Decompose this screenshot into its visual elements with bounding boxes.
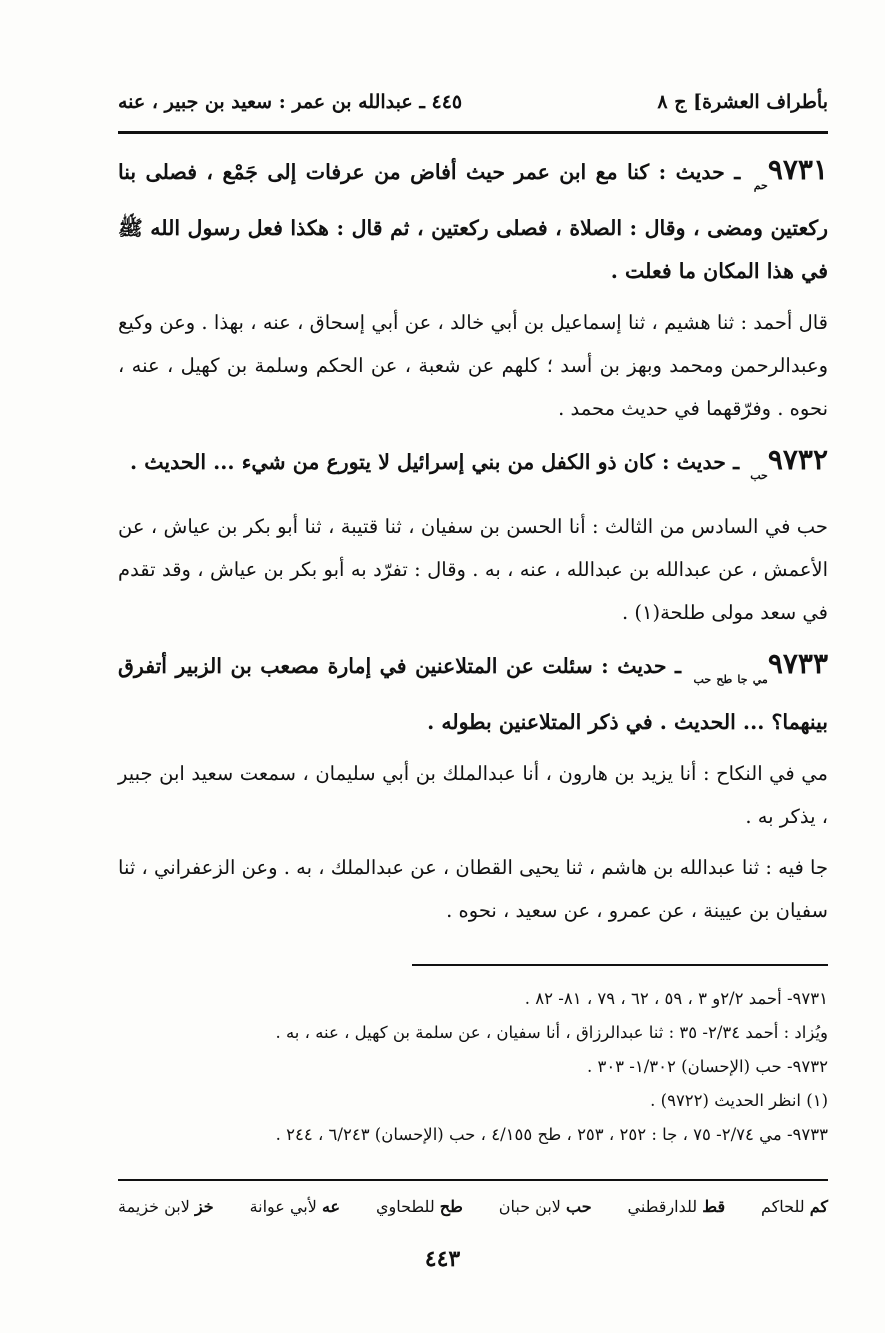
entry-siglum: حب [750,469,768,482]
legend-rule [118,1179,828,1181]
legend-item [250,1190,341,1224]
legend-name: لأبي عوانة [249,1197,317,1216]
footnote: ٩٧٣٢- حب (الإحسان) ١/٣٠٢- ٣٠٣ . [586,1057,828,1076]
entry-number: ٩٧٣١ [767,153,828,186]
legend-item [628,1190,726,1224]
isnad-paragraph: قال أحمد : ثنا هشيم ، ثنا إسماعيل بن أبي خالد ، عن أبي إسحاق ، عنه ، بهذا . وعن وكيع وعبدالرحمن ومحمد وبهز بن أسد ؛ كلهم عن شعبة ، عن الحكم وسلمة بن كهيل ، عنه ، نحوه . وفرّقهما في حديث محمد . [118,311,828,420]
hadith-text: ـ حديث : كان ذو الكفل من بني إسرائيل لا يتورع من شيء ... الحديث . [129,450,740,474]
legend-item [376,1190,463,1224]
legend-name: للحاكم [761,1197,805,1216]
legend-code: خز [194,1197,214,1216]
hadith-entry-9732 [118,438,828,497]
legend-code: حب [566,1197,592,1216]
running-header [118,84,828,120]
footnote: ٩٧٣١- أحمد ٢/٢و ٣ ، ٥٩ ، ٦٢ ، ٧٩ ، ٨١- ٨٢ . [524,989,828,1008]
footnote: ٩٧٣٣- مي ٢/٧٤- ٧٥ ، جا : ٢٥٢ ، ٢٥٣ ، طح ٤/١٥٥ ، حب (الإحسان) ٦/٢٤٣ ، ٢٤٤ . [275,1125,828,1144]
header-section-title: ٤٤٥ ـ عبدالله بن عمر : سعيد بن جبير ، عنه [118,91,463,113]
entry-number: ٩٧٣٣ [767,647,828,680]
isnad-paragraph: مي في النكاح : أنا يزيد بن هارون ، أنا عبدالملك بن أبي سليمان ، سمعت سعيد ابن جبير ، يذكر به . [118,762,828,828]
hadith-text: ـ حديث : كنا مع ابن عمر حيث أفاض من عرفات إلى جَمْع ، فصلى بنا ركعتين ومضى ، وقال : الصلاة ، فصلى ركعتين ، ثم قال : هكذا فعل رسول الله ﷺ في هذا المكان ما فعلت . [118,160,828,283]
hadith-entry-9733 [118,642,828,744]
footnote: (١) انظر الحديث (٩٧٢٢) . [650,1091,828,1110]
legend-item [499,1190,592,1224]
legend-name: لابن خزيمة [118,1197,190,1216]
footnote: ويُزاد : أحمد ٢/٣٤- ٣٥ : ثنا عبدالرزاق ، أنا سفيان ، عن سلمة بن كهيل ، عنه ، به . [275,1023,828,1042]
legend-code: كم [809,1197,828,1216]
legend-name: للدارقطني [627,1197,698,1216]
entry-siglum: مي جا طح حب [693,673,768,686]
abbreviation-legend [118,1190,828,1224]
entry-number: ٩٧٣٢ [767,443,828,476]
main-text [118,148,828,940]
legend-code: قط [702,1197,726,1216]
footnote-rule [412,964,828,966]
entry-siglum: حم [753,179,768,192]
header-book-title: بأطراف العشرة] ج ٨ [657,91,828,113]
legend-code: عه [321,1197,341,1216]
footnotes [118,982,828,1152]
legend-name: لابن حبان [498,1197,561,1216]
isnad-paragraph: حب في السادس من الثالث : أنا الحسن بن سفيان ، ثنا قتيبة ، ثنا أبو بكر بن عياش ، عن الأعمش ، عن عبدالله بن عبدالله ، عنه ، به . وقال : تفرّد به أبو بكر بن عياش ، وقد تقدم في سعد مولى طلحة(١) . [118,515,828,624]
legend-item [118,1190,214,1224]
hadith-entry-9731 [118,148,828,293]
isnad-paragraph: جا فيه : ثنا عبدالله بن هاشم ، ثنا يحيى القطان ، عن عبدالملك ، به . وعن الزعفراني ، ثنا سفيان بن عيينة ، عن عمرو ، عن سعيد ، نحوه . [118,856,828,922]
header-rule [118,131,828,134]
hadith-text: ـ حديث : سئلت عن المتلاعنين في إمارة مصعب بن الزبير أتفرق بينهما؟ ... الحديث . في ذكر المتلاعنين بطوله . [118,654,828,734]
page-number: ٤٤٣ [424,1246,461,1272]
legend-code: طح [439,1197,463,1216]
legend-name: للطحاوي [375,1197,435,1216]
legend-item [761,1190,828,1224]
